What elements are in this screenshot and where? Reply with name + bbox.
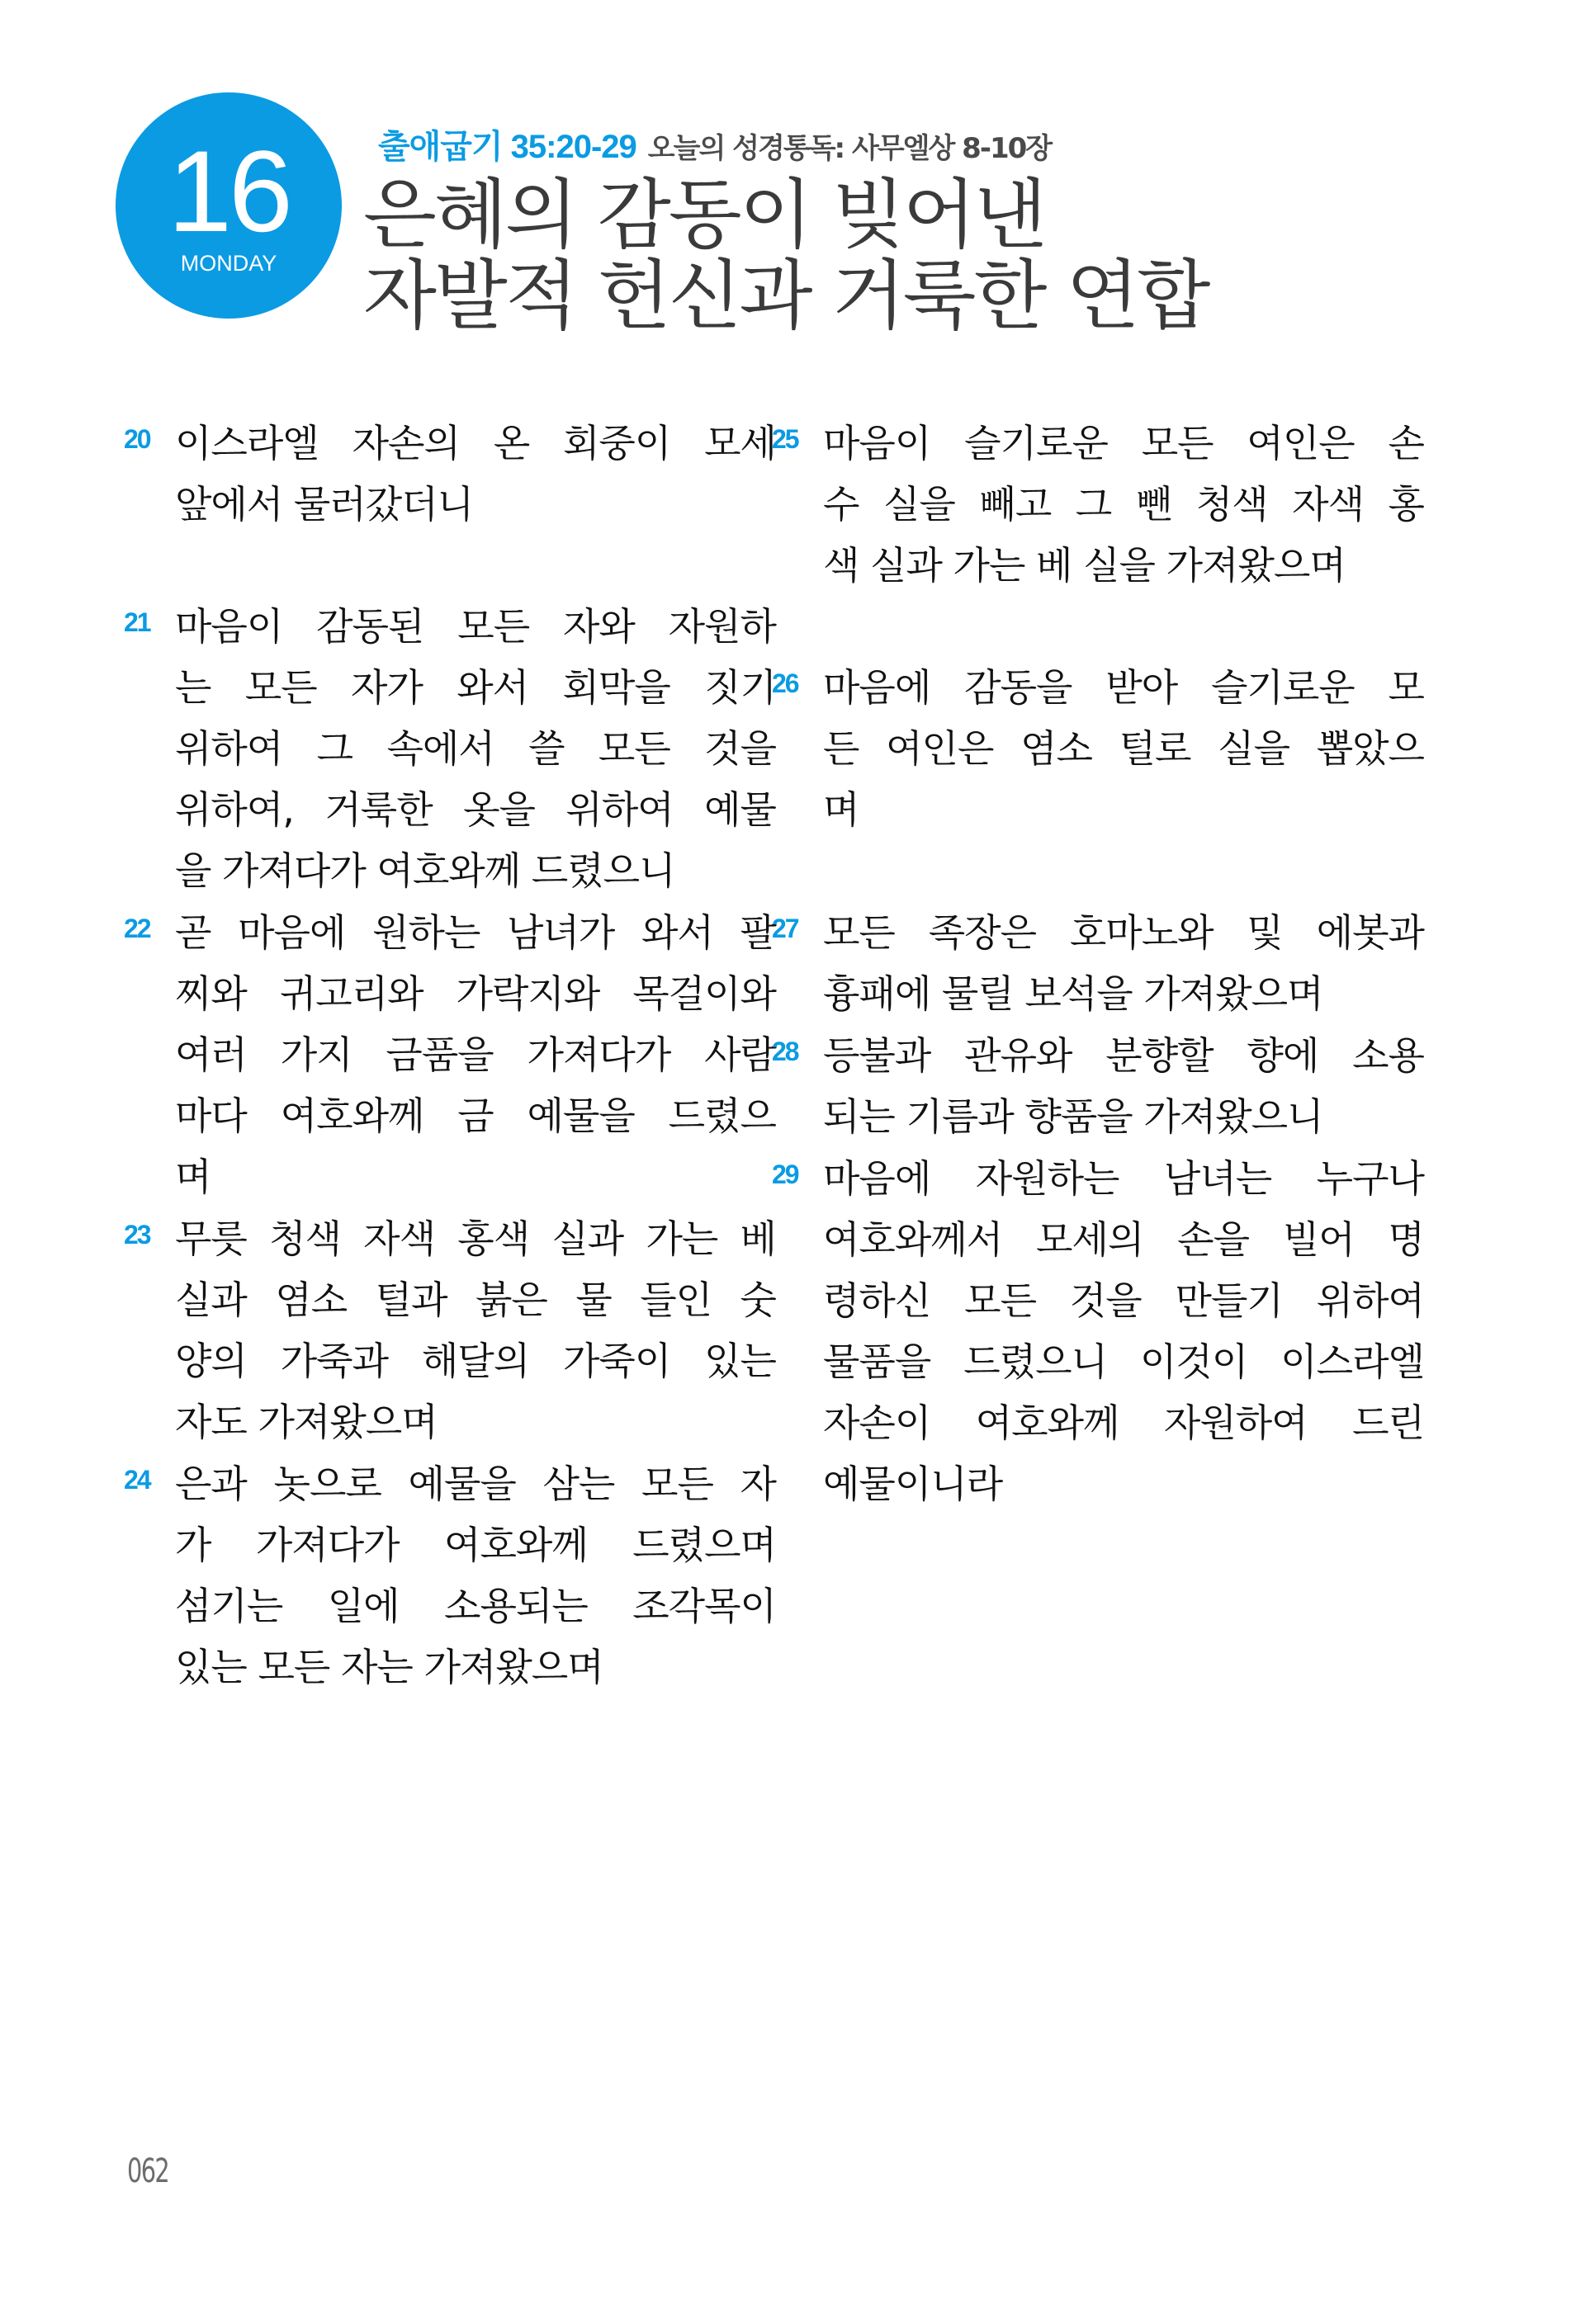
verse (124, 1208, 776, 1452)
day-number: 16 (168, 126, 290, 256)
scripture-reference: 출애굽기 35:20-29 (378, 129, 636, 165)
verse-line: 색 실과 가는 베 실을 가져왔으며 (823, 543, 1346, 588)
verse (124, 413, 776, 535)
verse-line: 있는 모든 자는 가져왔으며 (175, 1645, 603, 1689)
verse-number: 22 (124, 914, 150, 943)
verse-line: 흉패에 물릴 보석을 가져왔으며 (823, 971, 1323, 1016)
verse-line: 위하여 그 속에서 쓸 모든 것을 (175, 726, 776, 771)
verse-line: 이스라엘 자손의 온 회중이 모세 (175, 421, 776, 465)
verse-line: 을 가져다가 여호와께 드렸으니 (175, 848, 675, 893)
verse-line: 마음에 감동을 받아 슬기로운 모 (823, 665, 1424, 710)
verse (124, 1453, 776, 1698)
verse-line: 곧 마음에 원하는 남녀가 와서 팔 (175, 910, 776, 955)
verse-line: 마음이 감동된 모든 자와 자원하 (175, 604, 776, 649)
verse-number: 23 (124, 1220, 150, 1249)
verse-number: 21 (124, 607, 150, 637)
verse-line: 수 실을 빼고 그 뺀 청색 자색 홍 (823, 482, 1424, 527)
verse-line: 양의 가죽과 해달의 가죽이 있는 (175, 1339, 776, 1383)
verse-line: 물품을 드렸으니 이것이 이스라엘 (823, 1339, 1424, 1384)
verse-text (175, 596, 776, 901)
verse-number: 28 (772, 1037, 798, 1066)
verse-number: 26 (772, 668, 798, 698)
verse-number: 27 (772, 914, 798, 943)
verse (772, 1148, 1424, 1514)
daily-reading-plan: 오늘의 성경통독: 사무엘상 8-10장 (647, 132, 1052, 165)
verse-line: 되는 기름과 향품을 가져왔으니 (823, 1094, 1323, 1139)
verse-line: 등불과 관유와 분향할 향에 소용 (823, 1033, 1424, 1078)
verse (124, 902, 776, 1207)
verse (772, 1025, 1424, 1147)
verse-text (175, 1453, 776, 1698)
verse-line: 여호와께서 모세의 손을 빌어 명 (823, 1217, 1424, 1262)
page-number: 062 (127, 2152, 169, 2190)
verse-text (823, 902, 1424, 1024)
title-line-1: 은혜의 감동이 빚어낸 (363, 171, 1045, 259)
verse-line: 마음에 자원하는 남녀는 누구나 (823, 1156, 1424, 1201)
verse-number: 20 (124, 424, 150, 454)
weekday-label: MONDAY (180, 251, 277, 276)
verse-line: 마다 여호와께 금 예물을 드렸으 (175, 1094, 776, 1138)
verse-text (175, 902, 776, 1207)
verse-text (823, 1025, 1424, 1147)
verse-text (823, 1148, 1424, 1514)
verse-text (175, 1208, 776, 1452)
verse-line: 모든 족장은 호마노와 및 에봇과 (823, 910, 1424, 955)
verse-line: 든 여인은 염소 털로 실을 뽑았으 (823, 726, 1424, 771)
verse-text (823, 413, 1424, 596)
page-title (363, 171, 1313, 340)
verse-line: 무릇 청색 자색 홍색 실과 가는 베 (175, 1216, 776, 1261)
verse-line: 자도 가져왔으며 (175, 1400, 438, 1444)
verse-line: 여러 가지 금품을 가져다가 사람 (175, 1032, 776, 1077)
verse-line: 위하여, 거룩한 옷을 위하여 예물 (175, 787, 776, 832)
verse-line: 며 (175, 1155, 211, 1199)
verse-line: 자손이 여호와께 자원하여 드린 (823, 1401, 1424, 1445)
verse-number: 29 (772, 1160, 798, 1189)
verse-line: 은과 놋으로 예물을 삼는 모든 자 (175, 1462, 776, 1506)
verse (772, 413, 1424, 596)
verse-text (175, 413, 776, 535)
verse-line: 가 가져다가 여호와께 드렸으며 (175, 1523, 776, 1567)
verse (772, 657, 1424, 840)
verse-line: 며 (823, 787, 859, 832)
reading-header (378, 124, 1051, 170)
verse-line: 찌와 귀고리와 가락지와 목걸이와 (175, 971, 776, 1016)
day-badge (116, 92, 342, 319)
verse-line: 예물이니라 (823, 1462, 1003, 1506)
verse-number: 25 (772, 424, 798, 454)
verse-line: 앞에서 물러갔더니 (175, 482, 474, 527)
verse-number: 24 (124, 1465, 150, 1495)
verse-line: 령하신 모든 것을 만들기 위하여 (823, 1278, 1424, 1323)
title-line-2: 자발적 헌신과 거룩한 연합 (363, 252, 1209, 340)
verse-line: 마음이 슬기로운 모든 여인은 손 (823, 421, 1424, 465)
verse-text (823, 657, 1424, 840)
verse-line: 는 모든 자가 와서 회막을 짓기 (175, 665, 776, 710)
verse (772, 902, 1424, 1024)
verse-line: 섬기는 일에 소용되는 조각목이 (175, 1584, 776, 1628)
verse-line: 실과 염소 털과 붉은 물 들인 숫 (175, 1278, 776, 1322)
verse (124, 596, 776, 901)
